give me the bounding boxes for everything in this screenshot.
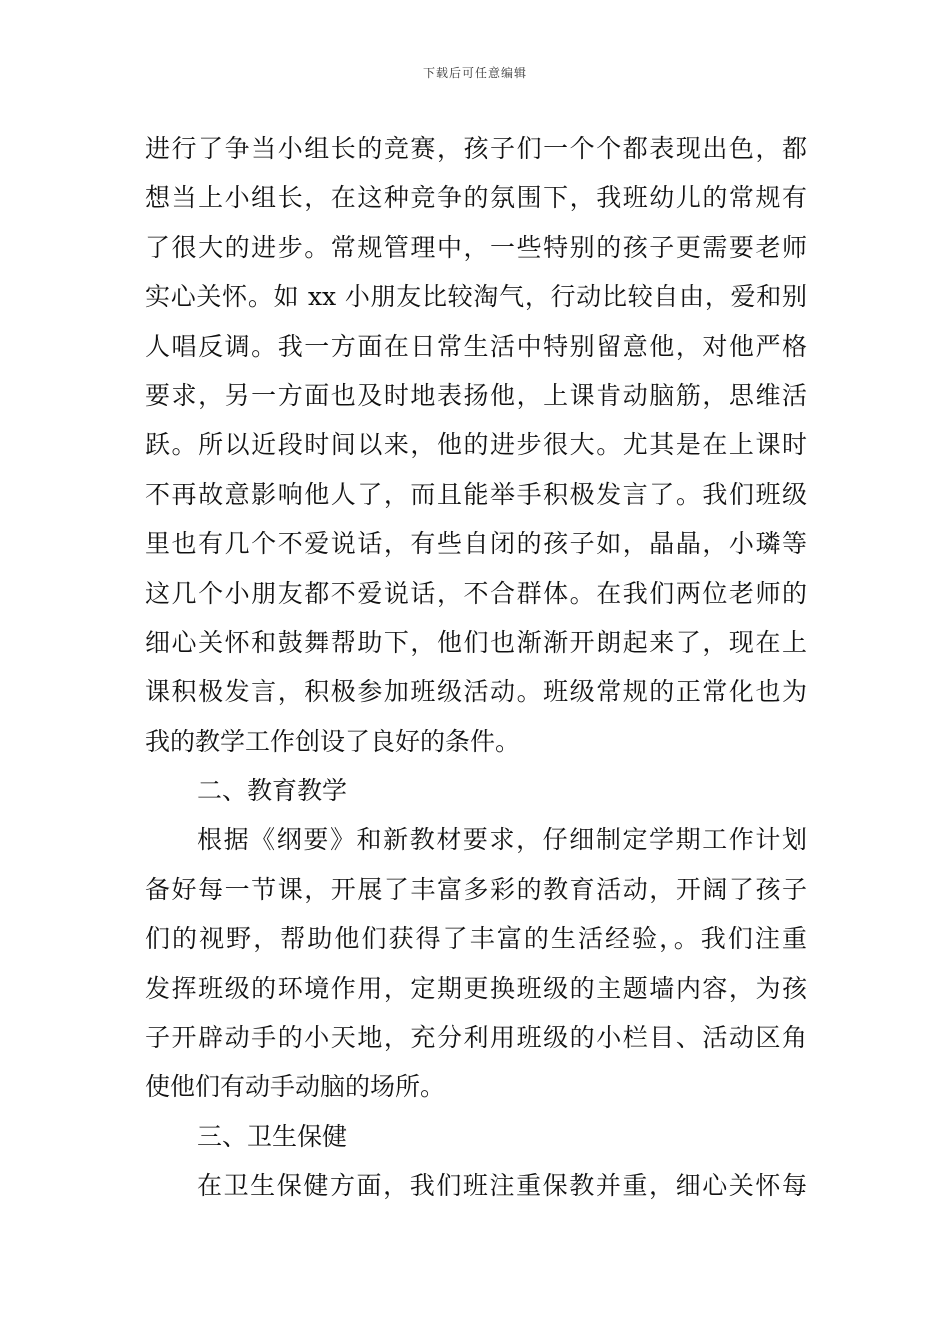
text-line: 根据《纲要》和新教材要求，仔细制定学期工作计划 [197, 825, 807, 855]
text-line: 课积极发言，积极参加班级活动。班级常规的正常化也为 [145, 677, 807, 707]
page-header: 下载后可任意编辑 [422, 66, 527, 80]
text-line: 里也有几个不爱说话，有些自闭的孩子如，晶晶，小璘等 [145, 529, 807, 559]
text-line: 我的教学工作创设了良好的条件。 [145, 726, 521, 756]
text-line: 不再故意影响他人了，而且能举手积极发言了。我们班级 [145, 479, 807, 509]
text-line: 人唱反调。我一方面在日常生活中特别留意他，对他严格 [145, 331, 807, 361]
text-line: 备好每一节课，开展了丰富多彩的教育活动，开阔了孩子 [145, 874, 807, 904]
text-line: 想当上小组长，在这种竞争的氛围下，我班幼儿的常规有 [145, 183, 807, 213]
text-line: 了很大的进步。常规管理中，一些特别的孩子更需要老师 [145, 232, 807, 262]
text-line: 发挥班级的环境作用，定期更换班级的主题墙内容，为孩 [145, 973, 807, 1003]
text-line: 细心关怀和鼓舞帮助下，他们也渐渐开朗起来了，现在上 [145, 627, 807, 657]
text-line: 这几个小朋友都不爱说话，不合群体。在我们两位老师的 [145, 578, 807, 608]
text-line: 实心关怀。如 xx 小朋友比较淘气，行动比较自由，爱和别 [145, 282, 807, 312]
section-heading: 二、教育教学 [197, 776, 348, 806]
text-line: 跃。所以近段时间以来，他的进步很大。尤其是在上课时 [145, 430, 807, 460]
text-line: 使他们有动手动脑的场所。 [145, 1072, 446, 1102]
section-heading: 三、卫生保健 [197, 1121, 348, 1151]
text-line: 们的视野，帮助他们获得了丰富的生活经验，。我们注重 [145, 924, 807, 954]
text-line: 要求，另一方面也及时地表扬他，上课肯动脑筋，思维活 [145, 380, 807, 410]
document-body [145, 124, 807, 1211]
text-line: 子开辟动手的小天地，充分利用班级的小栏目、活动区角 [145, 1023, 807, 1053]
text-line: 在卫生保健方面，我们班注重保教并重，细心关怀每 [197, 1171, 807, 1201]
text-line: 进行了争当小组长的竞赛，孩子们一个个都表现出色，都 [145, 134, 807, 163]
